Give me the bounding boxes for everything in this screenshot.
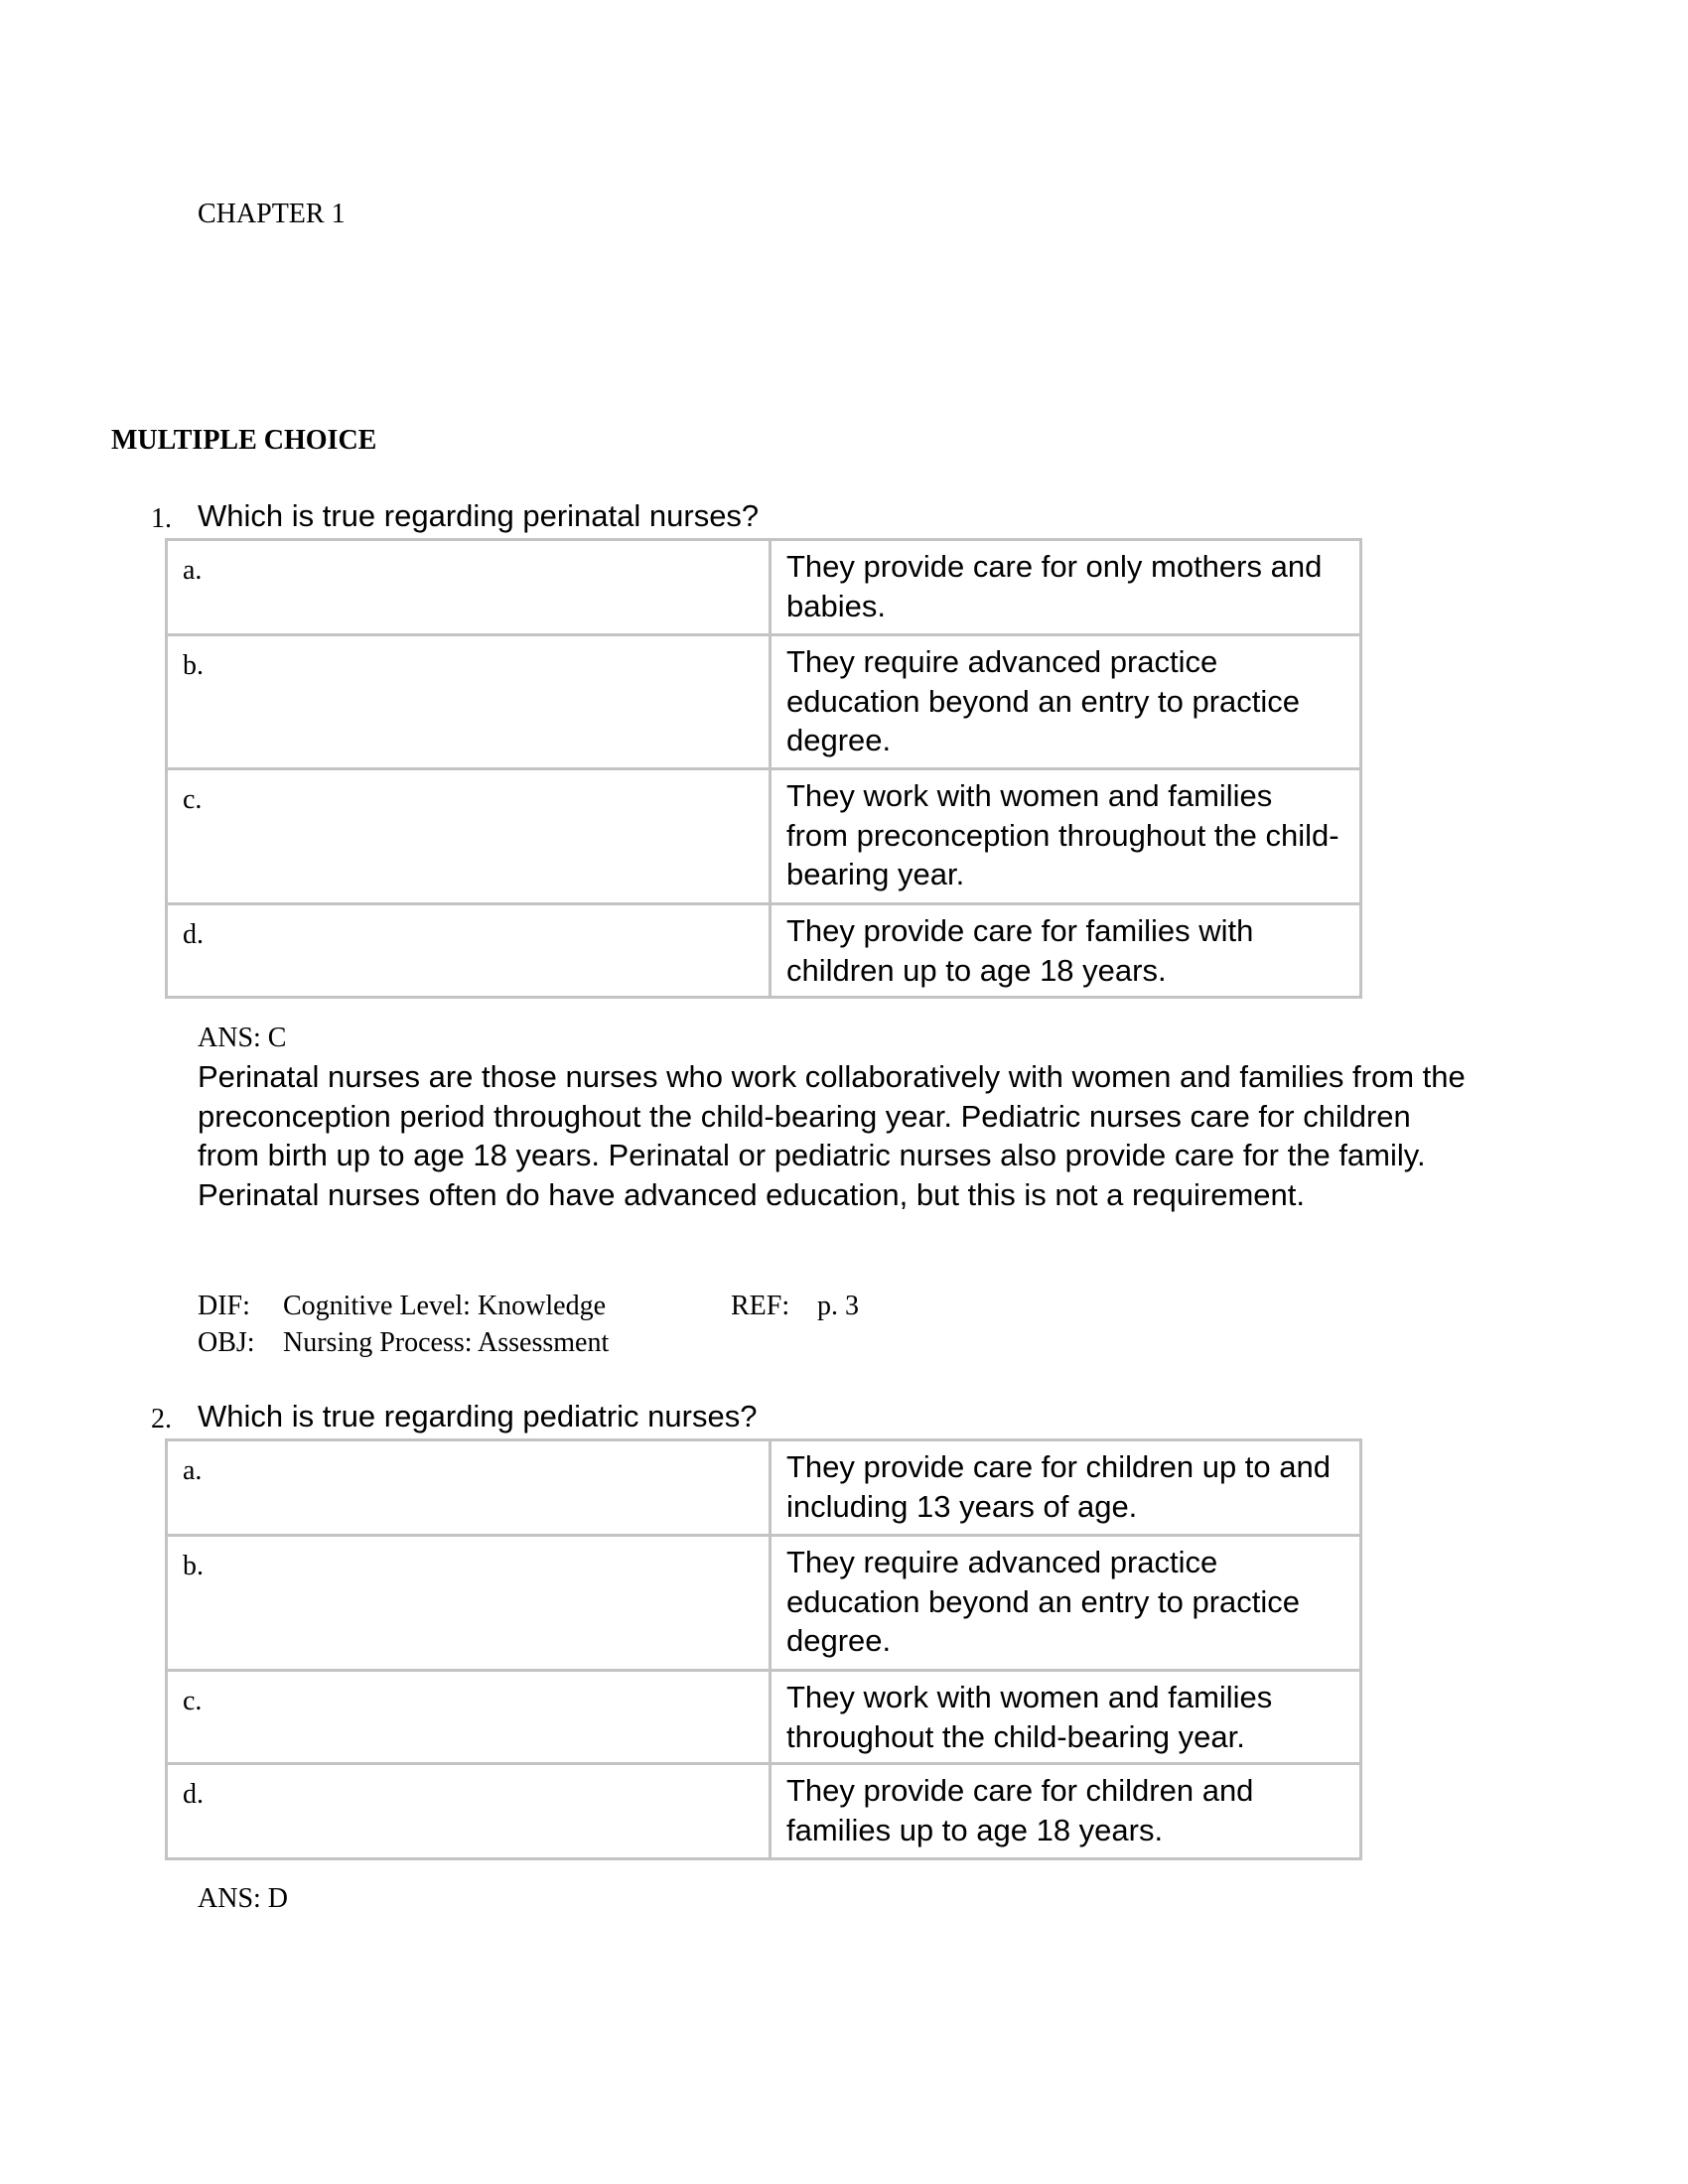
question-number: 1.: [151, 503, 172, 534]
option-row: [167, 1671, 1361, 1764]
option-row: [167, 1440, 1361, 1536]
answer: ANS: D: [198, 1883, 289, 1914]
chapter-heading: CHAPTER 1: [198, 199, 346, 229]
options-table: [165, 1438, 1362, 1860]
option-text: They require advanced practice education beyond an entry to practice degree.: [771, 635, 1361, 769]
question-number: 2.: [151, 1404, 172, 1434]
rationale: Perinatal nurses are those nurses who work collaboratively with women and families from the preconception period throughout the child-bearing year. Pediatric nurses care for children from birth up to age 18 years. Perinatal or pediatric nurses also provide care for the family. Perinatal nurses often do have advanced education, but this is not a requirement.: [198, 1059, 1466, 1212]
option-text: They work with women and families throughout the child-bearing year.: [771, 1671, 1361, 1764]
option-label: d.: [167, 904, 771, 998]
option-text: They provide care for children and families up to age 18 years.: [771, 1764, 1361, 1859]
option-text: They provide care for families with children up to age 18 years.: [771, 904, 1361, 998]
option-label: d.: [167, 1764, 771, 1859]
question-text: Which is true regarding pediatric nurses?: [198, 1399, 758, 1433]
question-text: Which is true regarding perinatal nurses?: [198, 498, 760, 533]
option-row: [167, 635, 1361, 769]
obj-label: OBJ:: [198, 1327, 255, 1358]
option-text: They work with women and families from preconception throughout the child-bearing year.: [771, 769, 1361, 904]
option-text: They provide care for only mothers and babies.: [771, 540, 1361, 635]
option-text: They require advanced practice education beyond an entry to practice degree.: [771, 1536, 1361, 1671]
option-label: b.: [167, 1536, 771, 1671]
option-row: [167, 540, 1361, 635]
option-row: [167, 769, 1361, 904]
ref-label: REF:: [731, 1291, 790, 1321]
ref-value: p. 3: [817, 1291, 859, 1321]
answer: ANS: C: [198, 1023, 287, 1053]
option-label: a.: [167, 1440, 771, 1536]
dif-label: DIF:: [198, 1291, 250, 1321]
option-row: [167, 1764, 1361, 1859]
option-label: b.: [167, 635, 771, 769]
option-text: They provide care for children up to and including 13 years of age.: [771, 1440, 1361, 1536]
options-table: [165, 538, 1362, 999]
option-label: c.: [167, 769, 771, 904]
section-heading: MULTIPLE CHOICE: [111, 425, 377, 456]
option-row: [167, 904, 1361, 998]
option-label: a.: [167, 540, 771, 635]
option-label: c.: [167, 1671, 771, 1764]
dif-value: Cognitive Level: Knowledge: [283, 1291, 607, 1321]
obj-value: Nursing Process: Assessment: [283, 1327, 610, 1358]
option-row: [167, 1536, 1361, 1671]
